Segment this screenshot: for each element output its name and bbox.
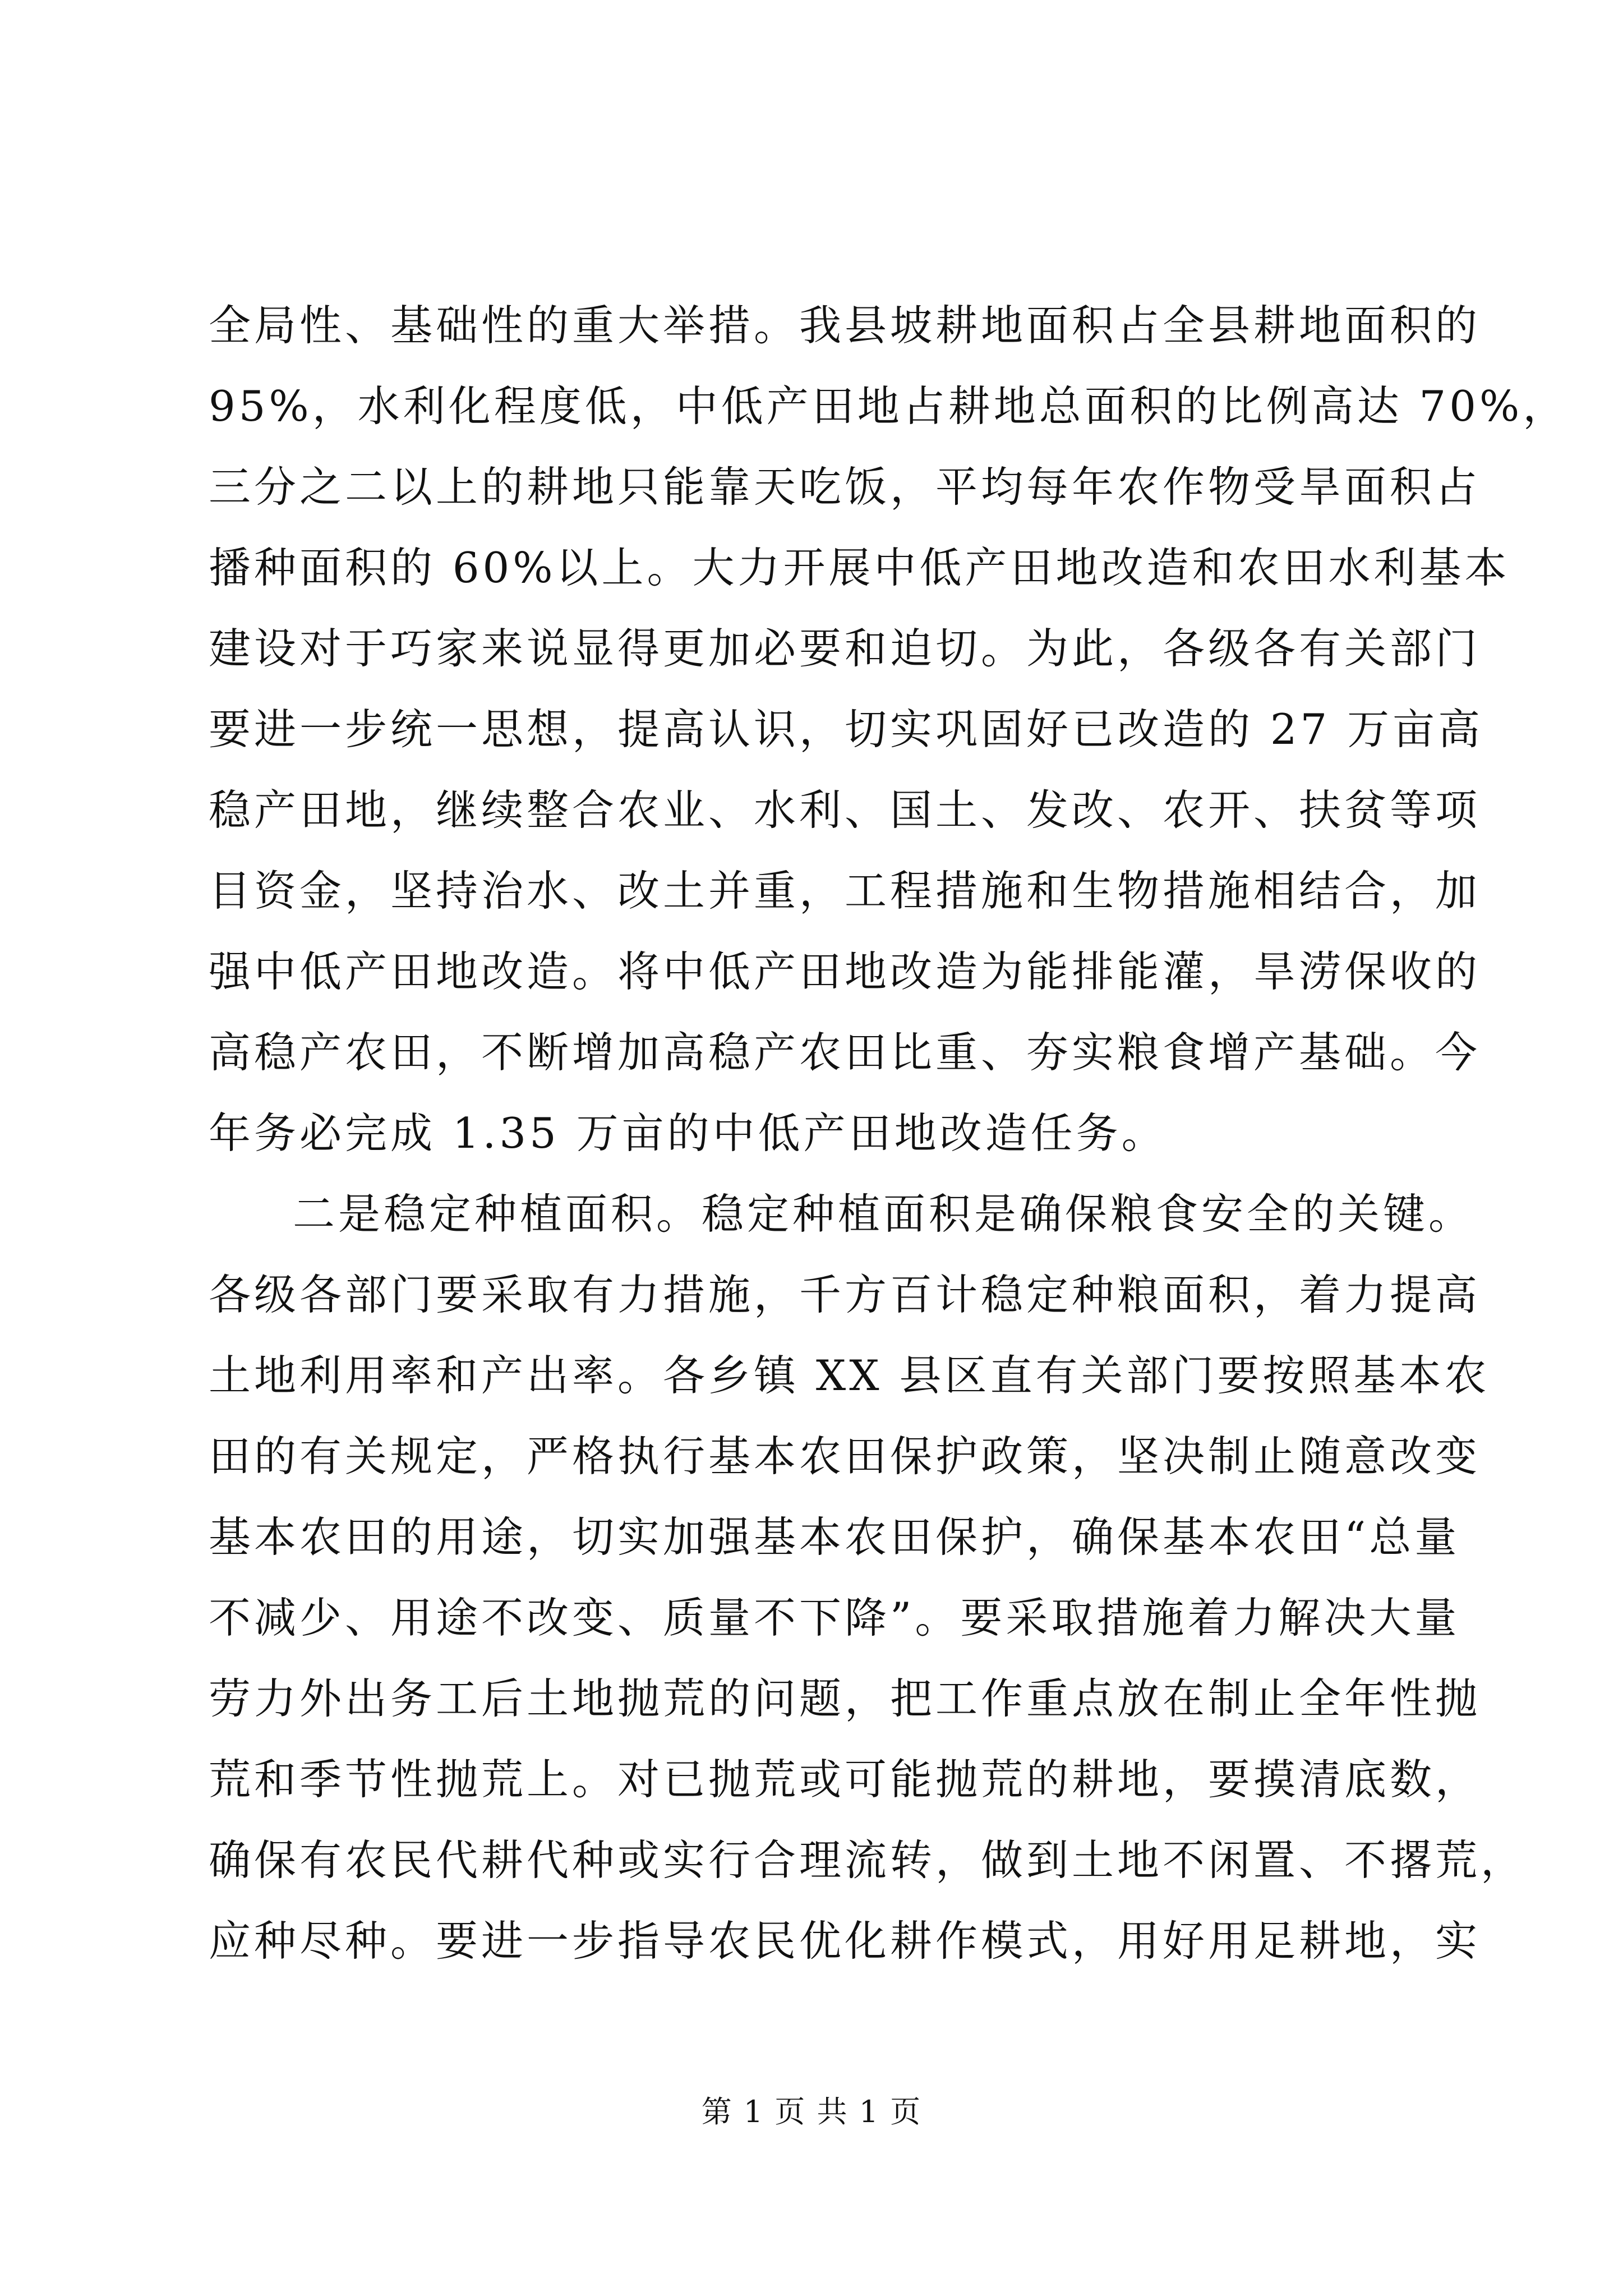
text-line: 土地利用率和产出率。各乡镇 XX 县区直有关部门要按照基本农 [209, 1351, 1490, 1400]
text-line: 目资金，坚持治水、改土并重，工程措施和生物措施相结合，加 [209, 866, 1481, 915]
text-line: 建设对于巧家来说显得更加必要和迫切。为此，各级各有关部门 [209, 624, 1481, 673]
text-line: 确保有农民代耕代种或实行合理流转，做到土地不闲置、不撂荒， [209, 1835, 1527, 1885]
text-line: 不减少、用途不改变、质量不下降”。要采取措施着力解决大量 [209, 1593, 1460, 1642]
text-line: 各级各部门要采取有力措施，千方百计稳定种粮面积，着力提高 [209, 1270, 1481, 1319]
text-line: 年务必完成 1.35 万亩的中低产田地改造任务。 [209, 1108, 1167, 1158]
text-line: 强中低产田地改造。将中低产田地改造为能排能灌，旱涝保收的 [209, 947, 1481, 996]
text-line: 播种面积的 60%以上。大力开展中低产田地改造和农田水利基本 [209, 543, 1510, 592]
text-line: 田的有关规定，严格执行基本农田保护政策，坚决制止随意改变 [209, 1432, 1481, 1481]
text-line: 全局性、基础性的重大举措。我县坡耕地面积占全县耕地面积的 [209, 301, 1481, 350]
text-line: 要进一步统一思想，提高认识，切实巩固好已改造的 27 万亩高 [209, 705, 1484, 754]
text-line: 基本农田的用途，切实加强基本农田保护，确保基本农田“总量 [209, 1512, 1460, 1562]
text-line: 三分之二以上的耕地只能靠天吃饭，平均每年农作物受旱面积占 [209, 462, 1481, 512]
text-line: 应种尽种。要进一步指导农民优化耕作模式，用好用足耕地，实 [209, 1916, 1481, 1966]
paragraph-first-line: 二是稳定种植面积。稳定种植面积是确保粮食安全的关键。 [293, 1189, 1474, 1239]
page-number-footer: 第 1 页 共 1 页 [701, 2094, 922, 2129]
text-line: 稳产田地，继续整合农业、水利、国土、发改、农开、扶贫等项 [209, 785, 1481, 835]
text-line: 高稳产农田，不断增加高稳产农田比重、夯实粮食增产基础。今 [209, 1028, 1481, 1077]
text-line: 劳力外出务工后土地抛荒的问题，把工作重点放在制止全年性抛 [209, 1674, 1481, 1723]
text-line: 荒和季节性抛荒上。对已抛荒或可能抛荒的耕地，要摸清底数， [209, 1755, 1481, 1804]
text-line: 95%，水利化程度低，中低产田地占耕地总面积的比例高达 70%， [209, 381, 1569, 431]
